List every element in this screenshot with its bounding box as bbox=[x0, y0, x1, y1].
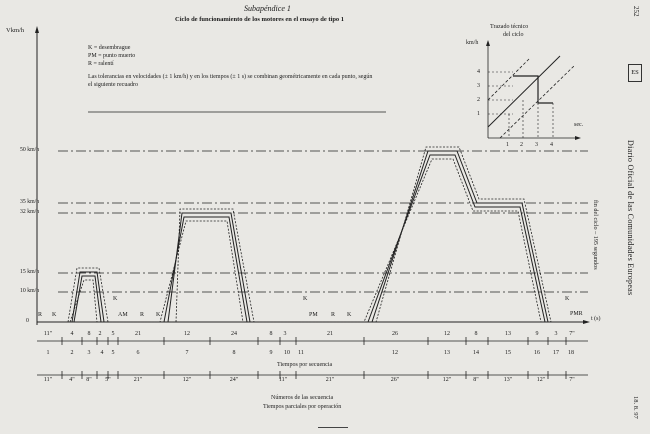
speed-label-35: 35 km/h bbox=[20, 199, 40, 205]
legend-k: K = desembrague bbox=[88, 45, 131, 51]
duration-label: 8 bbox=[269, 331, 273, 337]
duration-label: 12 bbox=[184, 331, 190, 337]
legend-tolerance-2: el siguiente recuadro bbox=[88, 82, 138, 88]
sequence-number: 6 bbox=[136, 350, 140, 356]
journal-name: Diario Oficial de las Comunidades Europeas bbox=[626, 140, 635, 296]
sequence-number: 4 bbox=[100, 350, 104, 356]
end-of-cycle-label: fin del ciclo – 195 segundos bbox=[592, 200, 599, 270]
duration-label: 7" bbox=[569, 331, 575, 337]
inset-ytick-1: 1 bbox=[477, 111, 480, 117]
page-number: 252 bbox=[632, 6, 640, 17]
inset-ytick-4: 4 bbox=[477, 69, 480, 75]
publication-date: 18. 8. 97 bbox=[632, 396, 639, 419]
inset-xtick-3: 3 bbox=[535, 142, 538, 148]
sequence-times-title: Tiempos por secuencia bbox=[277, 362, 333, 368]
inset-xtick-1: 1 bbox=[506, 142, 509, 148]
annotation-k-2: K bbox=[113, 296, 118, 302]
partial-times-title: Tiempos parciales por operación bbox=[263, 404, 342, 410]
duration-label: 3 bbox=[283, 331, 287, 337]
annotation-r-2: R bbox=[140, 312, 145, 318]
partial-time-label: 21" bbox=[325, 377, 335, 383]
inset-ytick-2: 2 bbox=[477, 97, 480, 103]
duration-label: 3 bbox=[554, 331, 558, 337]
sequence-number: 9 bbox=[269, 350, 273, 356]
partial-time-label: 12" bbox=[442, 377, 452, 383]
partial-time-label: 11" bbox=[43, 377, 53, 383]
partial-time-label: 21" bbox=[133, 377, 143, 383]
sequence-number: 12 bbox=[392, 350, 398, 356]
sequence-number: 5 bbox=[111, 350, 115, 356]
speed-label-10: 10 km/h bbox=[20, 288, 40, 294]
sequence-number: 11 bbox=[298, 350, 304, 356]
annotation-pm: PM bbox=[309, 312, 318, 318]
sequence-number: 8 bbox=[232, 350, 236, 356]
partial-time-label: 26" bbox=[390, 377, 400, 383]
duration-label: 4 bbox=[70, 331, 74, 337]
partial-time-label: 11" bbox=[278, 377, 288, 383]
duration-label: 8 bbox=[87, 331, 91, 337]
subtitle: Subapéndice 1 bbox=[244, 4, 291, 13]
sequence-number: 2 bbox=[70, 350, 74, 356]
speed-label-32: 32 km/h bbox=[20, 209, 40, 215]
partial-time-label: 12" bbox=[536, 377, 546, 383]
figure-title: Ciclo de funcionamiento de los motores en el ensayo de tipo 1 bbox=[175, 16, 345, 23]
legend-pm: PM = punto muerto bbox=[88, 53, 136, 59]
annotation-r-3: R bbox=[331, 312, 336, 318]
reference-lines bbox=[58, 151, 588, 292]
duration-label: 24 bbox=[231, 331, 237, 337]
duration-label: 12 bbox=[444, 331, 450, 337]
legend-r: R = ralentí bbox=[88, 61, 114, 67]
duration-label: 11" bbox=[43, 331, 53, 337]
speed-label-50: 50 km/h bbox=[20, 147, 40, 153]
duration-label: 2 bbox=[98, 331, 102, 337]
sequence-number: 13 bbox=[444, 350, 450, 356]
inset-xtick-4: 4 bbox=[550, 142, 553, 148]
sequence-number: 14 bbox=[473, 350, 479, 356]
duration-label: 21 bbox=[327, 331, 333, 337]
inset-xtick-2: 2 bbox=[520, 142, 523, 148]
partial-time-label: 4" bbox=[69, 377, 75, 383]
inset-ytick-3: 3 bbox=[477, 83, 480, 89]
annotation-k-6: K bbox=[565, 296, 570, 302]
annotation-k-1: K bbox=[52, 312, 57, 318]
duration-label: 9 bbox=[535, 331, 539, 337]
annotation-am: AM bbox=[118, 312, 128, 318]
timelines bbox=[37, 341, 588, 375]
sequence-number: 18 bbox=[568, 350, 574, 356]
language-badge: ES bbox=[628, 64, 642, 82]
duration-label: 21 bbox=[135, 331, 141, 337]
annotation-k-3: K bbox=[156, 312, 161, 318]
inset-y-label: km/h bbox=[466, 40, 479, 46]
partial-time-label: 13" bbox=[503, 377, 513, 383]
partial-time-label: 24" bbox=[229, 377, 239, 383]
partial-time-label: 12" bbox=[182, 377, 192, 383]
duration-label: 26 bbox=[392, 331, 398, 337]
time-axis-label: t (s) bbox=[591, 316, 601, 322]
partial-time-label: 8" bbox=[473, 377, 479, 383]
inset-title-2: del ciclo bbox=[503, 32, 524, 38]
partial-time-label: 8" bbox=[86, 377, 92, 383]
sequence-number: 16 bbox=[534, 350, 540, 356]
annotation-k-5: K bbox=[347, 312, 352, 318]
duration-label: 8 bbox=[474, 331, 478, 337]
sequence-number: 17 bbox=[553, 350, 559, 356]
inset-title-1: Trazado técnico bbox=[490, 24, 529, 30]
speed-label-15: 15 km/h bbox=[20, 269, 40, 275]
speed-label-0: 0 bbox=[26, 318, 29, 324]
annotation-k-4: K bbox=[303, 296, 308, 302]
sequence-number: 10 bbox=[284, 350, 290, 356]
duration-label: 5 bbox=[111, 331, 115, 337]
tolerance-inset bbox=[486, 40, 584, 140]
inset-x-label: sec. bbox=[574, 122, 584, 128]
y-axis-arrow-icon bbox=[35, 26, 39, 33]
partial-time-label: 7" bbox=[569, 377, 575, 383]
sequence-numbers-title: Números de las secuencia bbox=[271, 395, 334, 401]
sequence-number: 15 bbox=[505, 350, 511, 356]
y-axis-title: Vkm/h bbox=[6, 27, 25, 34]
duration-label: 13 bbox=[505, 331, 511, 337]
sequence-number: 1 bbox=[46, 350, 50, 356]
sequence-number: 7 bbox=[185, 350, 189, 356]
sequence-number: 3 bbox=[87, 350, 91, 356]
x-axis-arrow-icon bbox=[583, 320, 590, 324]
partial-time-label: 5" bbox=[105, 377, 111, 383]
legend-tolerance-1: Las tolerancias en velocidades (± 1 km/h) y en los tiempos (± 1 s) se combinan geométricamente en cada punto, según bbox=[88, 74, 373, 80]
annotation-pmr: PMR bbox=[570, 311, 583, 317]
speed-profile bbox=[58, 147, 578, 322]
annotation-r-1: R bbox=[38, 312, 43, 318]
